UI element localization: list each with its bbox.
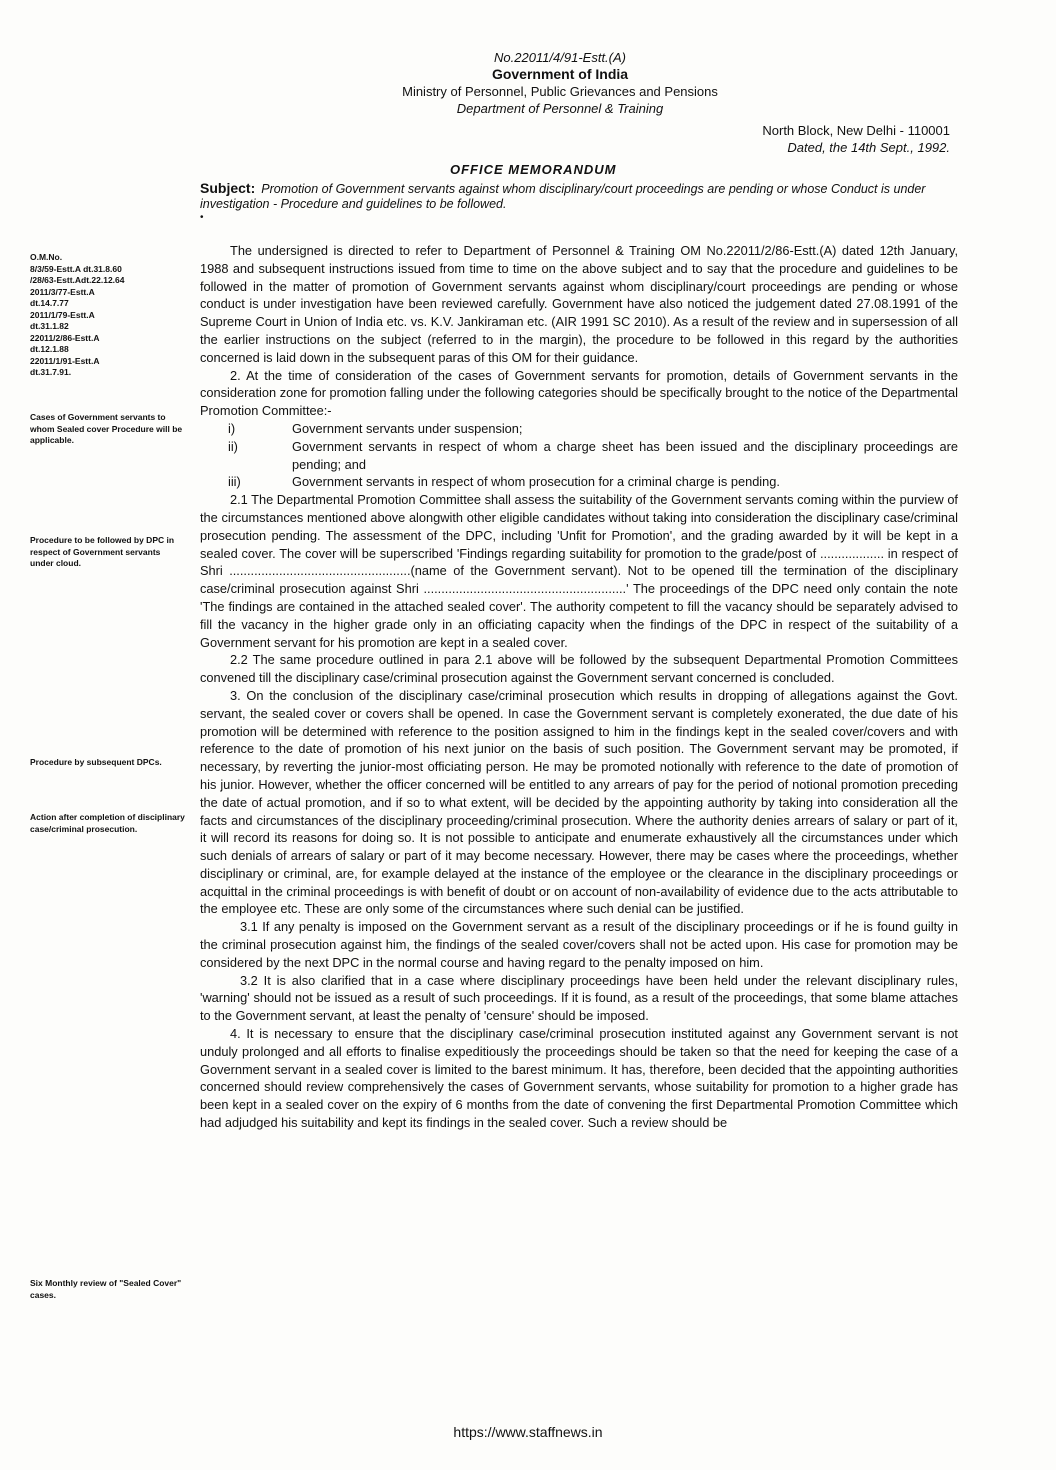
list-item <box>200 473 958 491</box>
list-item-text: Government servants in respect of whom prosecution for a criminal charge is pending. <box>292 474 780 490</box>
reference-number: No.22011/4/91-Estt.(A) <box>494 50 626 65</box>
list-item-text: Government servants under suspension; <box>292 420 523 436</box>
memo-date: Dated, the 14th Sept., 1992. <box>787 140 950 155</box>
subject-line <box>200 181 960 212</box>
list-item-number: ii) <box>228 438 238 454</box>
address-block <box>620 122 950 156</box>
subject-label: Subject: <box>200 180 256 196</box>
paragraph-2: 2. At the time of consideration of the cases of Government servants for promotion, details of Government servants in the consideration zone for promotion falling under the following categories should be specifically brought to the notice of the Departmental Promotion Committee:- <box>200 367 958 419</box>
government-name: Government of India <box>491 66 629 82</box>
category-list <box>200 420 958 491</box>
margin-note-procedure-dpc: Procedure to be followed by DPC in respect of Government servants under cloud. <box>30 535 175 568</box>
paragraph-2-2: 2.2 The same procedure outlined in para 2.1 above will be followed by the subsequent Departmental Promotion Committees convened till the disciplinary case/criminal prosecution against the Government servant concerned is concluded. <box>200 652 958 686</box>
list-item <box>200 420 958 438</box>
paragraph-3-1: 3.1 If any penalty is imposed on the Government servant as a result of the disciplinary proceedings or if he is found guilty in the criminal prosecution against him, the findings of the sealed cover/covers shall not be acted upon. His case for promotion may be considered by the next DPC in the normal course and having regard to the penalty imposed on him. <box>200 919 958 970</box>
paragraph-3-2: 3.2 It is also clarified that in a case where disciplinary proceedings have been held under the relevant disciplinary rules, 'warning' should not be issued as a result of such proceedings. If it is found, as a result of the proceedings, that some blame attaches to the Government servant, at least the penalty of 'censure' should be imposed. <box>200 972 958 1024</box>
paragraph-3: 3. On the conclusion of the disciplinary case/criminal prosecution which results in dropping of allegations against the Govt. servant, the sealed cover or covers shall be opened. In case the Government servant is completely exonerated, the due date of his promotion will be determined with reference to the position assigned to him in the findings kept in the sealed cover/covers and with reference to the date of promotion of his next junior on the basis of such position. The Government servant may be promoted, if necessary, by reverting the junior-most officiating person. He may be promoted notionally with reference to the date of promotion of his junior. However, whether the officer concerned will be entitled to any arrears of pay for the period of notional promotion preceding the date of actual promotion, and if so to what extent, will be decided by the appointing authority by taking into consideration all the facts and circumstances of the disciplinary proceeding/criminal prosecution. Where the authority denies arrears of salary or part of it, it will record its reasons for doing so. It is not possible to anticipate and enumerate exhaustively all the circumstances under which such denials of arrears of salary or part of it may become necessary. However, there may be cases where the proceedings, whether disciplinary or criminal, are, for example delayed at the instance of the employee or the clearance in the disciplinary proceedings or acquittal in the criminal proceedings is with benefit of doubt or on account of non-availability of evidence due to the acts attributable to the employee etc. These are only some of the circumstances where such denial can be justified. <box>200 687 958 917</box>
list-item-number: iii) <box>228 474 241 490</box>
list-item-number: i) <box>228 420 236 436</box>
department-name: Department of Personnel & Training <box>456 101 664 116</box>
margin-note-six-monthly: Six Monthly review of "Sealed Cover" cases. <box>30 1278 182 1300</box>
paragraph-4: 4. It is necessary to ensure that the disciplinary case/criminal prosecution instituted against any Government servant is not unduly prolonged and all efforts to finalise expeditiously the proceedings should be taken so that the need for keeping the case of a Government servant in a sealed cover is limited to the barest minimum. It has, therefore, been decided that the appointing authorities concerned should review comprehensively the cases of Government servants, whose suitability for promotion to a higher grade has been kept in a sealed cover on the expiry of 6 months from the date of convening the first Departmental Promotion Committee which had adjudged his suitability and kept its findings in the sealed cover. Such a review should be <box>200 1026 958 1131</box>
footer-url[interactable]: https://www.staffnews.in <box>453 1424 603 1440</box>
bullet-mark: • <box>200 212 204 223</box>
memo-title: OFFICE MEMORANDUM <box>450 162 617 177</box>
paragraph-1: The undersigned is directed to refer to Department of Personnel & Training OM No.22011/2/86-Estt.(A) dated 12th January, 1988 and subsequent instructions issued from time to time on the above subject and to say that the procedure and guidelines to be followed in the matter of promotion of Government servants against whom disciplinary/court proceedings are pending or whose conduct is under investigation have been reviewed carefully. Government have also noticed the judgement dated 27.08.1991 of the Supreme Court in Union of India etc. vs. K.V. Jankiraman etc. (AIR 1991 SC 2010). As a result of the review and in supersession of all the earlier instructions on the subject (referred to in the margin), the procedure to be followed in this regard by the authorities concerned is laid down in the subsequent paras of this OM for their guidance. <box>200 243 958 365</box>
margin-note-cases: Cases of Government servants to whom Sealed cover Procedure will be applicable. <box>30 412 183 445</box>
ministry-name: Ministry of Personnel, Public Grievances and Pensions <box>402 84 718 99</box>
letterhead <box>300 50 820 117</box>
list-item <box>200 438 958 474</box>
margin-note-after-completion: Action after completion of disciplinary case/criminal prosecution. <box>30 812 185 834</box>
office-address: North Block, New Delhi - 110001 <box>762 123 950 138</box>
subject-text: Promotion of Government servants against whom disciplinary/court proceedings are pending or whose Conduct is under investigation - Procedure and guidelines to be followed. <box>200 182 926 211</box>
paragraph-2-1: 2.1 The Departmental Promotion Committee shall assess the suitability of the Government servants coming within the purview of the circumstances mentioned above alongwith other eligible candidates without taking into consideration the disciplinary case/criminal prosecution pending. The assessment of the DPC, including 'Unfit for Promotion', and the grading awarded by it will be kept in a sealed cover. The cover will be superscribed 'Findings regarding suitability for promotion to the grade/post of .................. in respect of Shri ...................................................(name of the Government servant). Not to be opened till the termination of the disciplinary case/criminal prosecution against Shri .........................................................' The proceedings of the DPC need only contain the note 'The findings are contained in the attached sealed cover'. The authority competent to fill the vacancy should be separately advised to fill the vacancy in the higher grade only in an officiating capacity when the findings of the DPC in respect of the suitability of a Government servant for his promotion are kept in a sealed cover. <box>200 492 958 650</box>
margin-note-subsequent-dpcs: Procedure by subsequent DPCs. <box>30 757 162 767</box>
list-item-text: Government servants in respect of whom a charge sheet has been issued and the disciplinary proceedings are pending; and <box>292 438 958 472</box>
margin-note-om-refs: O.M.No. 8/3/59-Estt.A dt.31.8.60 /28/63-Estt.Adt.22.12.64 2011/3/77-Estt.A dt.14.7.77 2011/1/79-Estt.A dt.31.1.82 22011/2/86-Estt.A dt.12.1.88 22011/1/91-Estt.A dt.31.7.91. <box>30 252 125 377</box>
memo-body <box>200 242 958 1132</box>
